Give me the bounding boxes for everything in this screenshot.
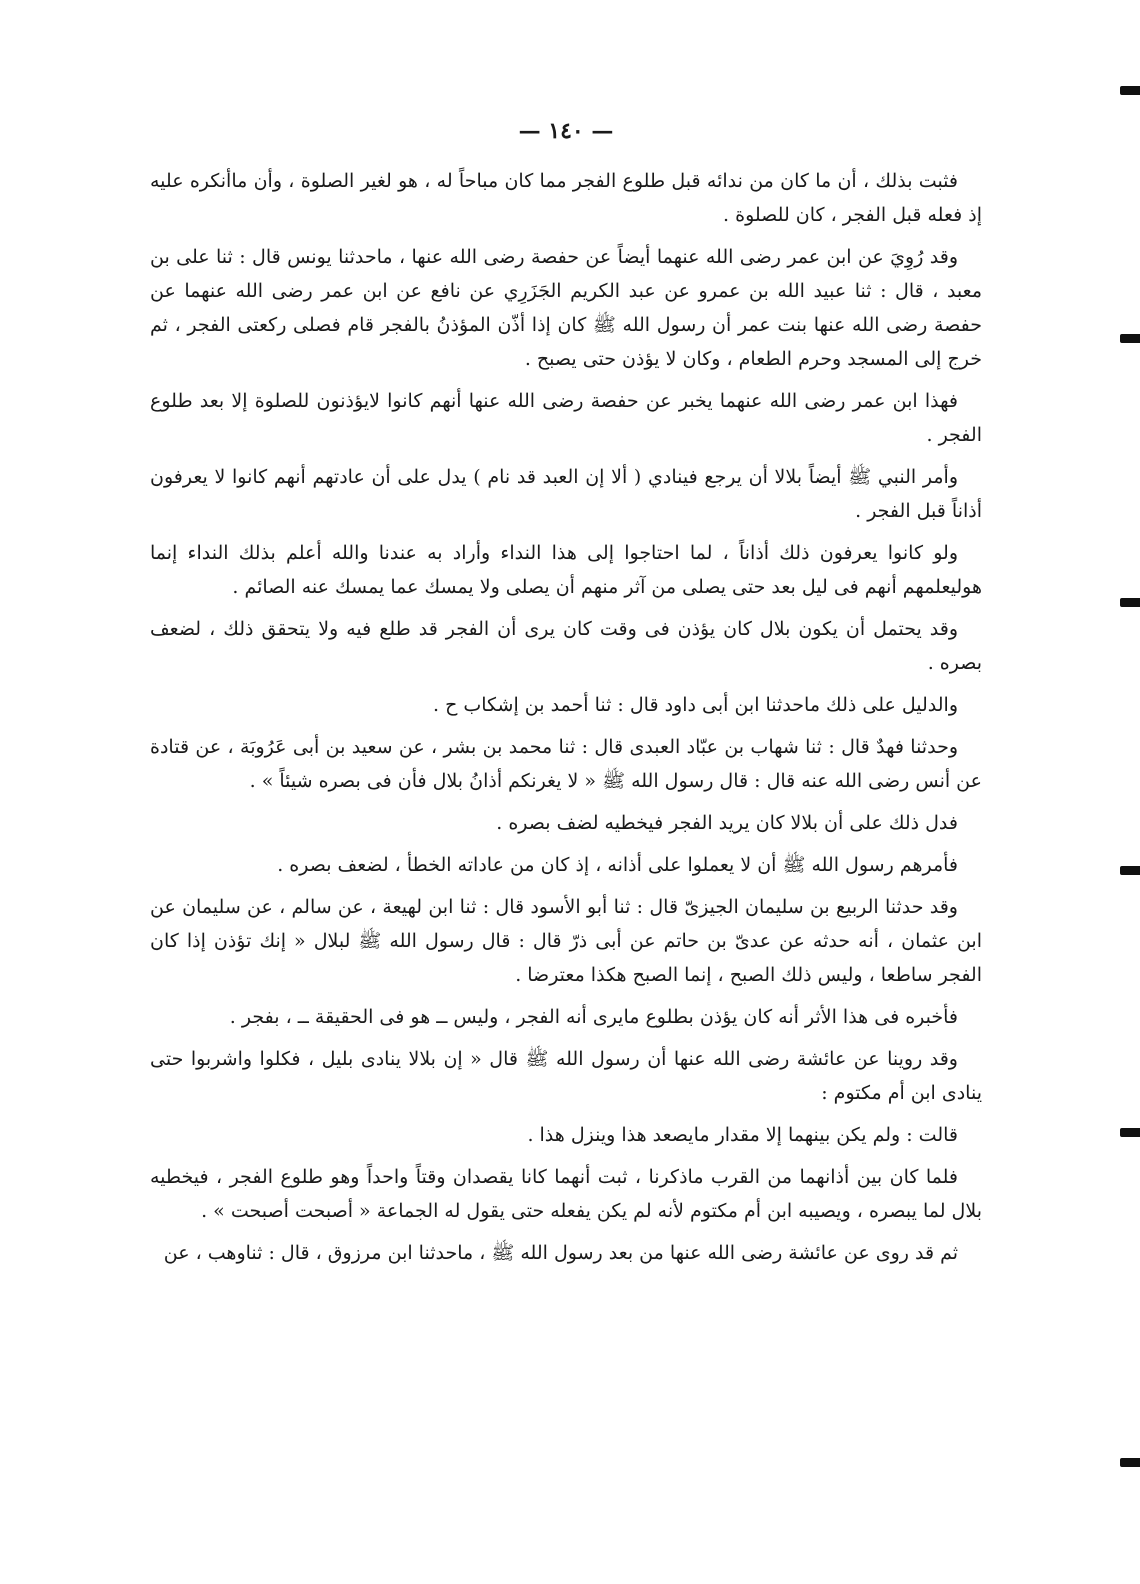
- margin-mark: [1120, 598, 1140, 607]
- paragraph: فلما كان بين أذانهما من القرب ماذكرنا ، ثبت أنهما كانا يقصدان وقتاً واحداً وهو طلوع الفجر ، فيخطيه بلال لما يبصره ، ويصيبه ابن أم مكتوم لأنه لم يكن يفعله حتى يقول له الجماعة « أصبحت أصبحت » .: [150, 1166, 982, 1222]
- page-number: — ١٤٠ —: [518, 118, 614, 144]
- paragraph: قالت : ولم يكن بينهما إلا مقدار مايصعد هذا وينزل هذا .: [527, 1124, 958, 1146]
- paragraph: فأمرهم رسول الله ﷺ أن لا يعملوا على أذانه ، إذ كان من عاداته الخطأ ، لضعف بصره .: [277, 854, 958, 876]
- paragraph: فثبت بذلك ، أن ما كان من ندائه قبل طلوع الفجر مما كان مباحاً له ، هو لغير الصلوة ، وأن ماأنكره عليه إذ فعله قبل الفجر ، كان للصلوة .: [150, 170, 982, 226]
- paragraph: فهذا ابن عمر رضى الله عنهما يخبر عن حفصة رضى الله عنها أنهم كانوا لايؤذنون للصلوة إلا بعد طلوع الفجر .: [150, 390, 982, 446]
- paragraph: وقد رُوِيَ عن ابن عمر رضى الله عنهما أيضاً عن حفصة رضى الله عنها ، ماحدثنا يونس قال : ثنا على بن معبد ، قال : ثنا عبيد الله بن عمرو عن عبد الكريم الجَزَرِي عن نافع عن ابن عمر رضى الله عنهما عن حفصة رضى الله عنها بنت عمر أن رسول الله ﷺ كان إذا أذّن المؤذنُ بالفجر قام فصلى ركعتى الفجر ، ثم خرج إلى المسجد وحرم الطعام ، وكان لا يؤذن حتى يصبح .: [150, 246, 982, 370]
- paragraph: وقد حدثنا الربيع بن سليمان الجيزىّ قال : ثنا أبو الأسود قال : ثنا ابن لهيعة ، عن سالم ، عن سليمان عن ابن عثمان ، أنه حدثه عن عدىّ بن حاتم عن أبى ذرّ قال : قال رسول الله ﷺ لبلال « إنك تؤذن إذا كان الفجر ساطعا ، وليس ذلك الصبح ، إنما الصبح هكذا معترضا .: [150, 896, 982, 986]
- paragraph: فدل ذلك على أن بلالا كان يريد الفجر فيخطيه لضف بصره .: [496, 812, 958, 834]
- paragraph: وأمر النبي ﷺ أيضاً بلالا أن يرجع فينادي ( ألا إن العبد قد نام ) يدل على أن عادتهم أنهم كانوا لا يعرفون أذاناً قبل الفجر .: [150, 466, 982, 522]
- margin-mark: [1120, 86, 1140, 95]
- paragraph: وقد روينا عن عائشة رضى الله عنها أن رسول الله ﷺ قال « إن بلالا ينادى بليل ، فكلوا واشربوا حتى ينادى ابن أم مكتوم :: [150, 1048, 982, 1104]
- margin-mark: [1120, 1128, 1140, 1137]
- paragraph: ثم قد روى عن عائشة رضى الله عنها من بعد رسول الله ﷺ ، ماحدثنا ابن مرزوق ، قال : ثناوهب ، عن: [163, 1242, 958, 1264]
- document-page: [150, 110, 982, 1570]
- margin-mark: [1120, 866, 1140, 875]
- paragraph: والدليل على ذلك ماحدثنا ابن أبى داود قال : ثنا أحمد بن إشكاب ح .: [432, 694, 958, 716]
- paragraph: ولو كانوا يعرفون ذلك أذاناً ، لما احتاجوا إلى هذا النداء وأراد به عندنا والله أعلم بذلك النداء إنما هوليعلمهم أنهم فى ليل بعد حتى يصلى من آثر منهم أن يصلى ولا يمسك عما يمسك عنه الصائم .: [150, 542, 982, 598]
- paragraph: وقد يحتمل أن يكون بلال كان يؤذن فى وقت كان يرى أن الفجر قد طلع فيه ولا يتحقق ذلك ، لضعف بصره .: [150, 618, 982, 674]
- margin-mark: [1120, 334, 1140, 343]
- paragraph: وحدثنا فهدٌ قال : ثنا شهاب بن عبّاد العبدى قال : ثنا محمد بن بشر ، عن سعيد بن أبى عَرُوبَة ، عن قتادة عن أنس رضى الله عنه قال : قال رسول الله ﷺ « لا يغرنكم أذانُ بلال فأن فى بصره شيئاً » .: [150, 736, 982, 792]
- paragraph: فأخبره فى هذا الأثر أنه كان يؤذن بطلوع مايرى أنه الفجر ، وليس ــ هو فى الحقيقة ــ ، بفجر .: [229, 1006, 958, 1028]
- margin-mark: [1120, 1458, 1140, 1467]
